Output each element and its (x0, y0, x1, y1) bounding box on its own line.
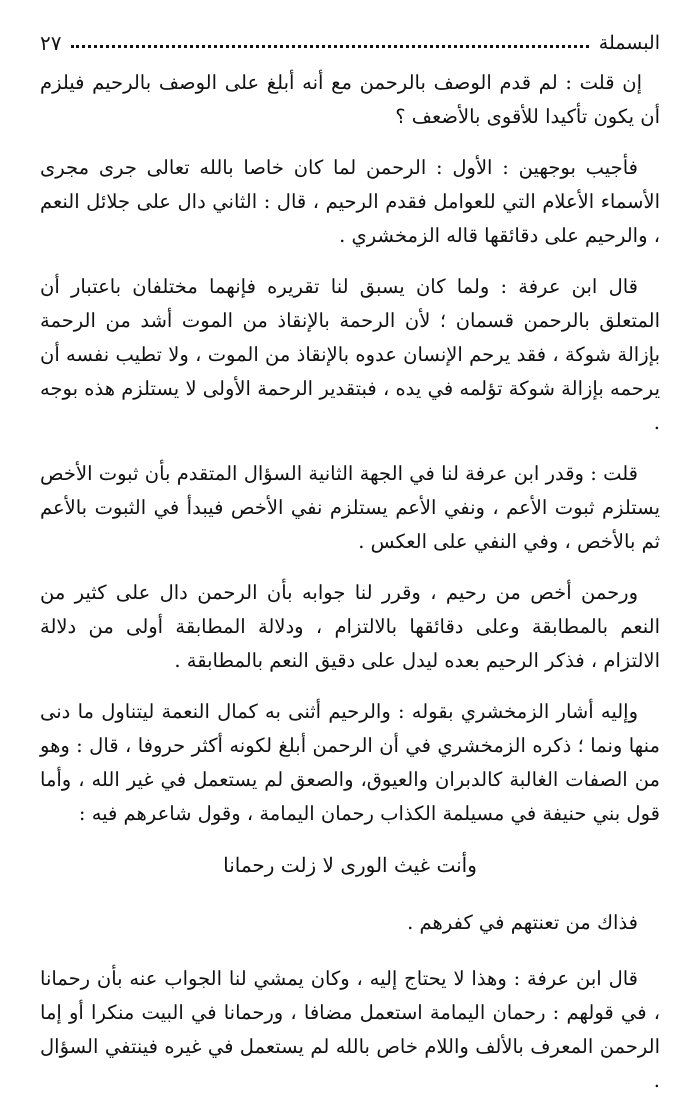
book-page (40, 28, 660, 1115)
paragraph-answer: فأجيب بوجهين : الأول : الرحمن لما كان خاصا بالله تعالى جرى مجرى الأسماء الأعلام التي للعوامل فقدم الرحيم ، قال : الثاني دال على جلائل النعم ، والرحيم على دقائقها قاله الزمخشري . (40, 156, 660, 247)
paragraph-question: إن قلت : لم قدم الوصف بالرحمن مع أنه أبلغ على الوصف بالرحيم فيلزم أن يكون تأكيدا للأقوى بالأضعف ؟ (40, 71, 660, 128)
page-number: ٢٧ (40, 31, 62, 55)
paragraph-zamakhshari: وإليه أشار الزمخشري بقوله : والرحيم أثنى به كمال النعمة ليتناول ما دنى منها ونما ؛ ذكره الزمخشري في أن الرحمن أبلغ لكونه أكثر حروفا ، قال : وهو من الصفات الغالبة كالدبران والعيوق، والصعق لم يستعمل في غير الله ، وأما قول بني حنيفة في مسيلمة الكذاب رحمان اليمامة ، وقول شاعرهم فيه : (40, 700, 660, 825)
running-header (40, 28, 660, 58)
header-dotted-rule (71, 45, 588, 48)
poetry-verse: وأنت غيث الورى لا زلت رحمانا (223, 853, 477, 877)
paragraph-final: قال ابن عرفة : وهذا لا يحتاج إليه ، وكان يمشي لنا الجواب عنه بأن رحمانا ، في قولهم : رحمان اليمامة استعمل مضافا ، ورحمانا في البيت منكرا أو إما الرحمن المعرف بالألف واللام خاص بالله لم يستعمل في غيره فينتفي السؤال . (40, 967, 660, 1092)
verse-comment: فذاك من تعنتهم في كفرهم . (407, 911, 638, 934)
paragraph-ibn-arafa: قال ابن عرفة : ولما كان يسبق لنا تقريره فإنهما مختلفان باعتبار أن المتعلق بالرحمن قسمان ؛ لأن الرحمة بالإنقاذ من الموت أشد من الرحمة بإزالة شوكة ، فقد يرحم الإنسان عدوه بالإنقاذ من الموت ، ولا تطيب نفسه أن يرحمه بإزالة شوكة تؤلمه في يده ، فبتقدير الرحمة الأولى لا يستلزم هذه بوجه . (40, 275, 660, 434)
paragraph-rahman: ورحمن أخص من رحيم ، وقرر لنا جوابه بأن الرحمن دال على كثير من النعم بالمطابقة وعلى دقائقها بالالتزام ، ودلالة المطابقة أولى من دلالة الالتزام ، فذكر الرحيم بعده ليدل على دقيق النعم بالمطابقة . (40, 581, 660, 672)
chapter-title: البسملة (598, 32, 660, 54)
paragraph-note: قلت : وقدر ابن عرفة لنا في الجهة الثانية السؤال المتقدم بأن ثبوت الأخص يستلزم ثبوت الأعم ، ونفي الأعم يستلزم نفي الأخص فيبدأ في الثبوت بالأعم ثم بالأخص ، وفي النفي على العكس . (40, 462, 660, 553)
